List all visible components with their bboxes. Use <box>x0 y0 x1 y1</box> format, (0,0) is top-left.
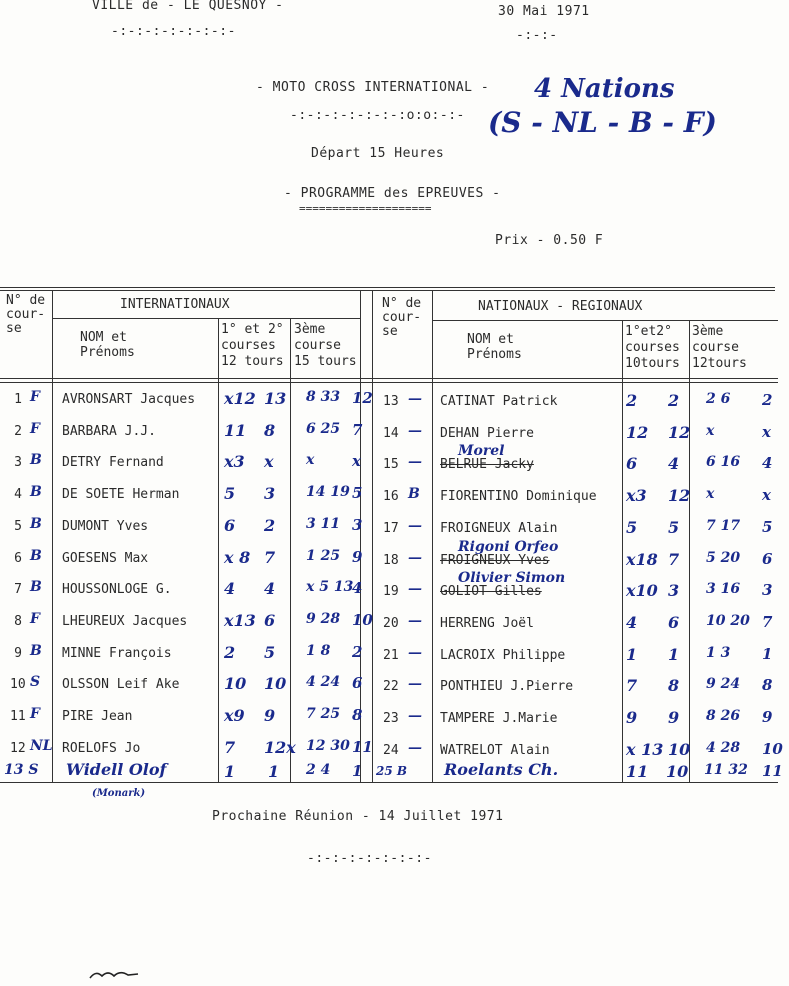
row-number: 3 <box>14 455 22 470</box>
row-result-2: 5 <box>668 518 680 537</box>
row-number: 23 <box>383 711 399 726</box>
row-name: DE SOETE Herman <box>62 487 180 502</box>
row-number: 20 <box>383 616 399 631</box>
row-country-tag: — <box>408 423 422 439</box>
row-name: ROELOFS Jo <box>62 741 141 756</box>
row-number: 24 <box>383 743 399 758</box>
row-result-3: 6 25 <box>306 421 341 437</box>
row-name: AVRONSART Jacques <box>62 392 196 407</box>
row-number: 15 <box>383 457 399 472</box>
row-result-3: 8 33 <box>306 389 341 405</box>
row-correction-note: Rigoni Orfeo <box>458 539 559 555</box>
row-result-2: 4 <box>668 454 680 473</box>
row-number: 10 <box>10 677 26 692</box>
row-result-3: x <box>706 486 715 502</box>
row-result-3: x <box>306 452 315 468</box>
town-title: VILLE de - LE QUESNOY - <box>92 0 284 13</box>
left-race12-header: 1° et 2° courses 12 tours <box>221 322 284 369</box>
right-section-header: NATIONAUX - REGIONAUX <box>478 299 643 314</box>
row-name: CATINAT Patrick <box>440 394 558 409</box>
left-name-header: NOM et Prénoms <box>80 330 135 360</box>
divider-deco: -:-:-:-:-:-:-:- <box>307 851 432 866</box>
row-result-3: 9 28 <box>306 611 341 627</box>
row-number: 8 <box>14 614 22 629</box>
row-result-3: x 5 13 <box>306 579 354 595</box>
row-country-tag: B <box>408 486 420 502</box>
extra-row-result-2: 10 <box>666 762 689 781</box>
row-result-final: 3 <box>762 581 773 599</box>
row-result-3: 14 19 <box>306 484 350 500</box>
divider-deco: -:-:-:-:-:-:-:o:o:-:- <box>290 108 465 123</box>
row-number: 9 <box>14 646 22 661</box>
row-result-3: 2 6 <box>706 391 731 407</box>
row-result-1: 6 <box>626 454 638 473</box>
row-name: TAMPERE J.Marie <box>440 711 558 726</box>
row-result-final: 12 <box>352 389 373 407</box>
row-result-3: 4 24 <box>306 674 341 690</box>
row-name: DEHAN Pierre <box>440 426 534 441</box>
row-result-3: 8 26 <box>706 708 741 724</box>
row-result-final: 6 <box>352 674 363 692</box>
extra-row-name: Roelants Ch. <box>444 760 559 779</box>
row-name: MINNE François <box>62 646 172 661</box>
row-result-3: 1 3 <box>706 645 731 661</box>
row-result-3: 1 8 <box>306 643 331 659</box>
extra-row-team: (Monark) <box>92 788 146 799</box>
handwritten-title: 4 Nations <box>534 74 675 104</box>
row-country-tag: F <box>30 706 40 722</box>
row-result-2: 7 <box>668 550 680 569</box>
row-result-1: 11 <box>224 421 247 440</box>
row-name: OLSSON Leif Ake <box>62 677 180 692</box>
row-result-final: 1 <box>762 645 773 663</box>
row-result-1: 7 <box>626 676 638 695</box>
row-result-final: 4 <box>352 579 363 597</box>
row-result-final: x <box>762 486 771 504</box>
row-result-2: 2 <box>264 516 276 535</box>
row-result-2: 2 <box>668 391 680 410</box>
row-result-2: 3 <box>668 581 680 600</box>
row-result-2: 12 <box>668 423 691 442</box>
row-result-1: x10 <box>626 581 658 600</box>
row-name: LACROIX Philippe <box>440 648 566 663</box>
next-meeting: Prochaine Réunion - 14 Juillet 1971 <box>212 809 504 824</box>
row-country-tag: — <box>408 613 422 629</box>
row-result-3: 6 16 <box>706 454 741 470</box>
row-result-3: 7 17 <box>706 518 741 534</box>
row-country-tag: F <box>30 421 40 437</box>
row-name: GOESENS Max <box>62 551 149 566</box>
row-country-tag: — <box>408 645 422 661</box>
row-number: 1 <box>14 392 22 407</box>
row-name: BARBARA J.J. <box>62 424 156 439</box>
row-result-final: 11 <box>352 738 373 756</box>
extra-row-result-3: 2 4 <box>306 762 331 778</box>
row-result-1: x 13 <box>626 740 664 759</box>
extra-row-result-1: 1 <box>224 762 236 781</box>
row-result-1: 4 <box>224 579 236 598</box>
row-number: 17 <box>383 521 399 536</box>
row-name: HOUSSONLOGE G. <box>62 582 172 597</box>
row-result-final: 7 <box>352 421 363 439</box>
left-col-num-header: N° de cour- se <box>6 293 46 336</box>
row-result-final: 2 <box>762 391 773 409</box>
row-result-2: x <box>264 452 274 471</box>
right-race12-header: 1°et2° courses 10tours <box>625 324 680 371</box>
row-result-1: x13 <box>224 611 256 630</box>
extra-row-result-3: 11 32 <box>704 762 748 778</box>
row-result-1: 7 <box>224 738 236 757</box>
row-number: 14 <box>383 426 399 441</box>
row-name: DETRY Fernand <box>62 455 164 470</box>
row-number: 6 <box>14 551 22 566</box>
row-result-1: x3 <box>626 486 647 505</box>
signature-scribble-icon <box>88 968 140 982</box>
row-result-1: 2 <box>626 391 638 410</box>
divider-deco: -:-:- <box>516 28 558 43</box>
row-number: 11 <box>10 709 26 724</box>
row-result-2: 12 <box>668 486 691 505</box>
row-result-1: 12 <box>626 423 649 442</box>
row-country-tag: B <box>30 516 42 532</box>
extra-row-result-2: 1 <box>268 762 280 781</box>
row-number: 19 <box>383 584 399 599</box>
left-race3-header: 3ème course 15 tours <box>294 322 357 369</box>
row-result-2: 3 <box>264 484 276 503</box>
row-number: 22 <box>383 679 399 694</box>
row-result-3: 1 25 <box>306 548 341 564</box>
row-result-3: 9 24 <box>706 676 741 692</box>
row-country-tag: S <box>30 674 41 690</box>
row-name: WATRELOT Alain <box>440 743 550 758</box>
row-result-2: 5 <box>264 643 276 662</box>
handwritten-countries: (S - NL - B - F) <box>488 106 717 139</box>
price-label: Prix - 0.50 F <box>495 233 604 248</box>
left-section-header: INTERNATIONAUX <box>120 297 230 312</box>
row-result-2: 6 <box>264 611 276 630</box>
row-correction-note: Morel <box>458 443 505 459</box>
row-result-final: x <box>762 423 771 441</box>
row-result-2: 6 <box>668 613 680 632</box>
right-race3-header: 3ème course 12tours <box>692 324 747 371</box>
extra-row-name: Widell Olof <box>66 760 167 779</box>
row-result-3: 3 16 <box>706 581 741 597</box>
row-result-3: 4 28 <box>706 740 741 756</box>
programme-underline: ==================== <box>299 202 432 215</box>
row-country-tag: — <box>408 391 422 407</box>
row-result-final: 5 <box>352 484 363 502</box>
row-result-2: 4 <box>264 579 276 598</box>
row-result-final: 10 <box>762 740 783 758</box>
start-time: Départ 15 Heures <box>311 146 445 161</box>
row-result-2: 10 <box>668 740 691 759</box>
row-result-3: 3 11 <box>306 516 341 532</box>
row-result-2: 10 <box>264 674 287 693</box>
row-result-final: 6 <box>762 550 773 568</box>
row-number: 16 <box>383 489 399 504</box>
row-number: 13 <box>383 394 399 409</box>
row-number: 7 <box>14 582 22 597</box>
row-result-1: 5 <box>626 518 638 537</box>
row-number: 12 <box>10 741 26 756</box>
row-result-1: 5 <box>224 484 236 503</box>
row-country-tag: F <box>30 389 40 405</box>
date-label: 30 Mai 1971 <box>498 4 590 19</box>
row-country-tag: — <box>408 676 422 692</box>
row-name: FIORENTINO Dominique <box>440 489 597 504</box>
extra-row-number: 25 B <box>376 764 408 778</box>
row-country-tag: B <box>30 484 42 500</box>
right-name-header: NOM et Prénoms <box>467 332 522 362</box>
row-name: PIRE Jean <box>62 709 133 724</box>
row-result-1: 2 <box>224 643 236 662</box>
row-result-3: 10 20 <box>706 613 750 629</box>
row-name: LHEUREUX Jacques <box>62 614 188 629</box>
row-result-1: x3 <box>224 452 245 471</box>
row-result-3: 12 30 <box>306 738 350 754</box>
row-result-final: 2 <box>352 643 363 661</box>
row-country-tag: — <box>408 740 422 756</box>
row-result-1: 10 <box>224 674 247 693</box>
extra-row-result-final: 1 <box>352 762 363 780</box>
row-result-final: 8 <box>762 676 773 694</box>
row-number: 4 <box>14 487 22 502</box>
row-name: DUMONT Yves <box>62 519 149 534</box>
row-result-1: 1 <box>626 645 638 664</box>
row-name: PONTHIEU J.Pierre <box>440 679 574 694</box>
row-result-2: 7 <box>264 548 276 567</box>
row-result-1: 4 <box>626 613 638 632</box>
row-result-1: x18 <box>626 550 658 569</box>
row-result-3: x <box>706 423 715 439</box>
extra-row-result-final: 11 <box>762 762 783 780</box>
row-result-final: x <box>352 452 361 470</box>
row-result-2: 12x <box>264 738 296 757</box>
extra-row-result-1: 11 <box>626 762 649 781</box>
right-col-num-header: N° de cour- se <box>382 296 422 339</box>
extra-row-number: 13 S <box>4 762 39 778</box>
row-result-2: 9 <box>668 708 680 727</box>
row-correction-note: Olivier Simon <box>458 570 566 586</box>
row-number: 21 <box>383 648 399 663</box>
row-result-final: 10 <box>352 611 373 629</box>
row-name: BELRUE Jacky <box>440 457 534 472</box>
row-country-tag: B <box>30 643 42 659</box>
row-result-final: 8 <box>352 706 363 724</box>
row-result-3: 5 20 <box>706 550 741 566</box>
row-result-final: 4 <box>762 454 773 472</box>
row-result-final: 7 <box>762 613 773 631</box>
row-number: 18 <box>383 553 399 568</box>
row-country-tag: B <box>30 548 42 564</box>
row-result-3: 7 25 <box>306 706 341 722</box>
row-name: FROIGNEUX Yves <box>440 553 550 568</box>
row-country-tag: F <box>30 611 40 627</box>
row-country-tag: B <box>30 579 42 595</box>
row-result-1: 9 <box>626 708 638 727</box>
row-country-tag: — <box>408 454 422 470</box>
row-result-1: x12 <box>224 389 256 408</box>
row-name: FROIGNEUX Alain <box>440 521 558 536</box>
row-country-tag: — <box>408 550 422 566</box>
programme-title: - PROGRAMME des EPREUVES - <box>284 186 501 201</box>
row-name: HERRENG Joël <box>440 616 534 631</box>
row-country-tag: — <box>408 581 422 597</box>
divider-deco: -:-:-:-:-:-:-:- <box>111 24 236 39</box>
row-result-2: 8 <box>264 421 276 440</box>
event-title: - MOTO CROSS INTERNATIONAL - <box>256 80 490 95</box>
row-result-2: 13 <box>264 389 287 408</box>
row-number: 2 <box>14 424 22 439</box>
row-country-tag: NL <box>30 738 53 754</box>
row-result-final: 3 <box>352 516 363 534</box>
row-result-1: 6 <box>224 516 236 535</box>
row-result-final: 9 <box>352 548 363 566</box>
row-country-tag: — <box>408 518 422 534</box>
row-number: 5 <box>14 519 22 534</box>
row-result-2: 9 <box>264 706 276 725</box>
row-result-1: x 8 <box>224 548 251 567</box>
row-result-final: 9 <box>762 708 773 726</box>
row-country-tag: — <box>408 708 422 724</box>
row-result-2: 8 <box>668 676 680 695</box>
row-result-1: x9 <box>224 706 245 725</box>
row-name: GOLIOT Gilles <box>440 584 542 599</box>
row-country-tag: B <box>30 452 42 468</box>
row-result-2: 1 <box>668 645 680 664</box>
row-result-final: 5 <box>762 518 773 536</box>
